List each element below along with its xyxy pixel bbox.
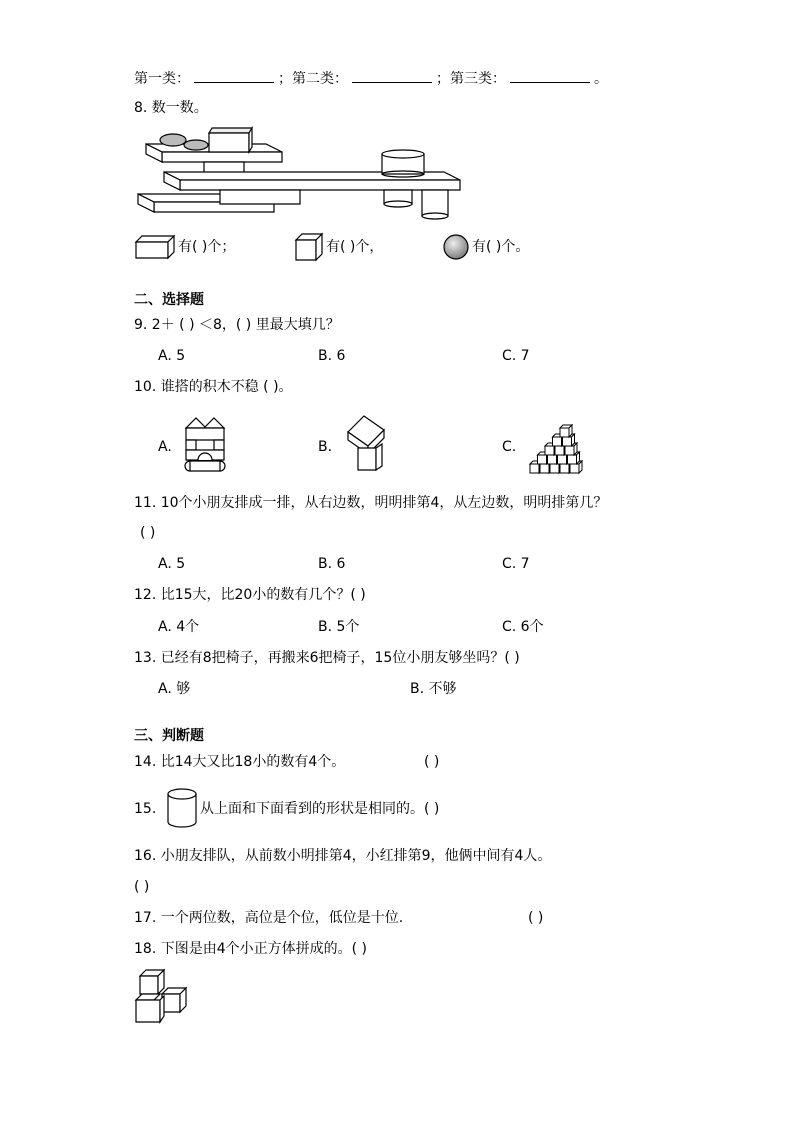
blocks-figure bbox=[134, 128, 464, 220]
q18-stem: 18. 下图是由4个小正方体拼成的。( ) bbox=[134, 941, 367, 957]
answer-blank-1[interactable] bbox=[194, 68, 274, 83]
sphere-icon bbox=[442, 233, 470, 261]
cylinder-icon bbox=[166, 788, 198, 830]
q9-option-b[interactable]: B. 6 bbox=[318, 348, 346, 364]
q9-option-a[interactable]: A. 5 bbox=[158, 348, 186, 364]
q7-line bbox=[134, 68, 608, 86]
q10-option-a[interactable]: A. bbox=[158, 439, 172, 455]
q7-label-1: 第一类： bbox=[134, 71, 190, 87]
answer-blank-3[interactable] bbox=[510, 68, 590, 83]
q7-label-2: ；第二类： bbox=[278, 71, 348, 87]
block-pyramid-c-icon bbox=[528, 412, 592, 474]
q15-num: 15. bbox=[134, 801, 157, 817]
q9-option-c[interactable]: C. 7 bbox=[502, 348, 530, 364]
q7-end: 。 bbox=[594, 71, 608, 87]
q17-paren[interactable]: ( ) bbox=[528, 910, 544, 926]
cube-icon bbox=[294, 233, 324, 261]
q12-option-a[interactable]: A. 4个 bbox=[158, 619, 200, 635]
block-tower-a-icon bbox=[182, 416, 228, 472]
q15-stem: 从上面和下面看到的形状是相同的。( ) bbox=[200, 801, 440, 817]
answer-blank-2[interactable] bbox=[352, 68, 432, 83]
q16-stem: 16. 小朋友排队，从前数小明排第4，小红排第9，他俩中间有4人。 bbox=[134, 848, 552, 864]
q11-option-c[interactable]: C. 7 bbox=[502, 556, 530, 572]
q10-option-c[interactable]: C. bbox=[502, 439, 517, 455]
pyramid-cube bbox=[560, 425, 572, 437]
q7-label-3: ；第三类： bbox=[436, 71, 506, 87]
q12-option-c[interactable]: C. 6个 bbox=[502, 619, 544, 635]
q8-title: 8. 数一数。 bbox=[134, 100, 208, 116]
q11-option-b[interactable]: B. 6 bbox=[318, 556, 346, 572]
q12-option-b[interactable]: B. 5个 bbox=[318, 619, 360, 635]
q10-stem: 10. 谁搭的积木不稳 ( )。 bbox=[134, 379, 293, 395]
q14-stem: 14. 比14大又比18小的数有4个。 bbox=[134, 754, 346, 770]
q13-stem: 13. 已经有8把椅子，再搬来6把椅子，15位小朋友够坐吗？( ) bbox=[134, 650, 520, 666]
q13-option-a[interactable]: A. 够 bbox=[158, 681, 191, 697]
q13-option-b[interactable]: B. 不够 bbox=[410, 681, 457, 697]
cube-count: 有( )个， bbox=[326, 239, 384, 255]
q9-stem: 9. 2＋ ( ) ＜8，( ) 里最大填几？ bbox=[134, 317, 340, 333]
cuboid-icon bbox=[134, 235, 176, 259]
cuboid-count: 有( )个； bbox=[178, 239, 236, 255]
q16-paren[interactable]: ( ) bbox=[134, 879, 150, 895]
block-tower-b-icon bbox=[344, 414, 390, 472]
q11-option-a[interactable]: A. 5 bbox=[158, 556, 186, 572]
stacked-cubes-icon bbox=[134, 968, 192, 1024]
section-3-title: 三、判断题 bbox=[134, 728, 204, 744]
q11-stem: 11. 10个小朋友排成一排，从右边数，明明排第4，从左边数，明明排第几？ bbox=[134, 495, 608, 511]
q10-option-b[interactable]: B. bbox=[318, 439, 333, 455]
q12-stem: 12. 比15大，比20小的数有几个？( ) bbox=[134, 587, 366, 603]
q11-paren[interactable]: ( ) bbox=[140, 525, 156, 541]
section-2-title: 二、选择题 bbox=[134, 292, 204, 308]
sphere-count: 有( )个。 bbox=[472, 239, 530, 255]
q17-stem: 17. 一个两位数，高位是个位，低位是十位. bbox=[134, 910, 404, 926]
q14-paren[interactable]: ( ) bbox=[424, 754, 440, 770]
